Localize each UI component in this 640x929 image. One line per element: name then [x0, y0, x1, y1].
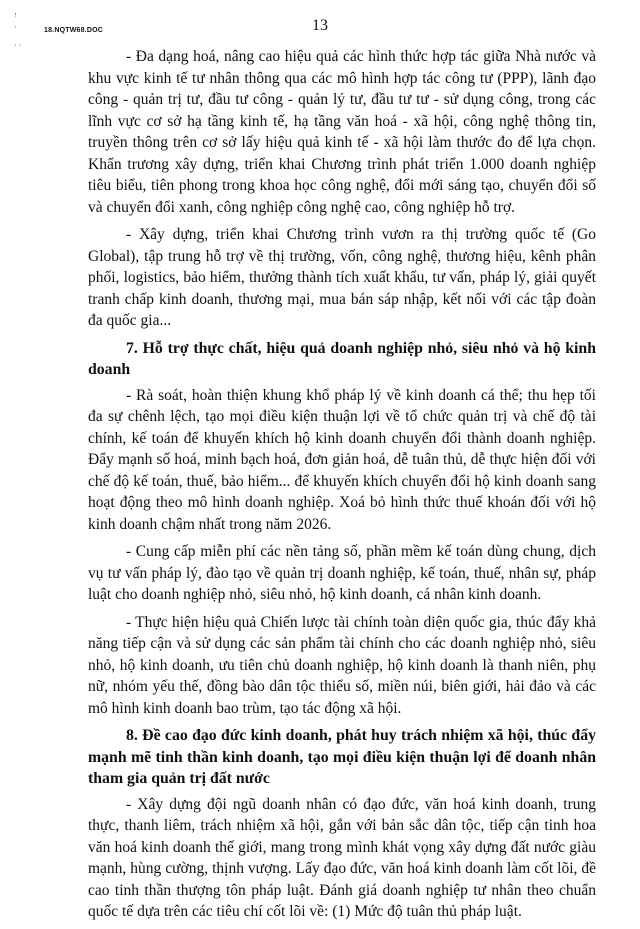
- file-code: 18.NQTW68.DOC: [44, 27, 103, 34]
- scan-artifact: · ·: [14, 41, 22, 50]
- paragraph: - Xây dựng, triển khai Chương trình vươn ra thị trường quốc tế (Go Global), tập trung hỗ trợ về thị trường, vốn, công nghệ, thương hiệu, kênh phân phối, logistics, bảo hiểm, thưởng thành tích xuất khẩu, tư vấn, pháp lý, giải quyết tranh chấp kinh doanh, thương mại, mua bán sáp nhập, kết nối với các tập đoàn đa quốc gia...: [88, 226, 596, 329]
- paragraph: - Cung cấp miễn phí các nền tảng số, phần mềm kế toán dùng chung, dịch vụ tư vấn pháp lý, đào tạo về quản trị doanh nghiệp, kế toán, thuế, nhân sự, pháp luật cho doanh nghiệp nhỏ, siêu nhỏ, hộ kinh doanh, cá nhân kinh doanh.: [88, 543, 596, 603]
- section-heading: 7. Hỗ trợ thực chất, hiệu quả doanh nghiệp nhỏ, siêu nhỏ và hộ kinh doanh: [88, 339, 596, 378]
- scan-artifact: ꜝ: [14, 13, 17, 22]
- page-number: 13: [312, 17, 328, 34]
- paragraph: - Xây dựng đội ngũ doanh nhân có đạo đức, văn hoá kinh doanh, trung thực, thanh liêm, trách nhiệm xã hội, gắn với bản sắc dân tộc, tiếp cận tinh hoa văn hoá kinh doanh thế giới, mang trong mình khát vọng xây dựng đất nước giàu mạnh, hùng cường, thịnh vượng. Lấy đạo đức, văn hoá kinh doanh làm cốt lõi, đề cao tinh thần thượng tôn pháp luật. Đánh giá doanh nghiệp tư nhân theo chuẩn quốc tế dựa trên các tiêu chí cốt lõi về: (1) Mức độ tuân thủ pháp luật.: [88, 795, 596, 920]
- document-body: [88, 46, 596, 929]
- section-heading: 8. Đề cao đạo đức kinh doanh, phát huy trách nhiệm xã hội, thúc đẩy mạnh mẽ tinh thần kinh doanh, tạo mọi điều kiện thuận lợi để doanh nhân tham gia quản trị đất nước: [88, 727, 596, 787]
- paragraph: - Đa dạng hoá, nâng cao hiệu quả các hình thức hợp tác giữa Nhà nước và khu vực kinh tế tư nhân thông qua các mô hình hợp tác công tư (PPP), lãnh đạo công - quản trị tư, đầu tư công - quản lý tư, đầu tư tư - sử dụng công, trong các lĩnh vực cơ sở hạ tầng kinh tế, hạ tầng văn hoá - xã hội, công nghệ thông tin, truyền thông trên cơ sở lấy hiệu quả kinh tế - xã hội làm thước đo để lựa chọn. Khẩn trương xây dựng, triển khai Chương trình phát triển 1.000 doanh nghiệp tiêu biểu, tiên phong trong khoa học công nghệ, đổi mới sáng tạo, chuyển đổi số và chuyển đổi xanh, công nghiệp công nghệ cao, công nghiệp hỗ trợ.: [88, 48, 596, 216]
- paragraph: - Rà soát, hoàn thiện khung khổ pháp lý về kinh doanh cá thể; thu hẹp tối đa sự chênh lệch, tạo mọi điều kiện thuận lợi về tổ chức quản trị và chế độ tài chính, kế toán để khuyến khích hộ kinh doanh chuyển đổi thành doanh nghiệp. Đẩy mạnh số hoá, minh bạch hoá, đơn giản hoá, dễ tuân thủ, dễ thực hiện đối với chế độ kế toán, thuế, bảo hiểm... để khuyến khích chuyển đổi hộ kinh doanh sang hoạt động theo mô hình doanh nghiệp. Xoá bỏ hình thức thuế khoán đối với hộ kinh doanh chậm nhất trong năm 2026.: [88, 386, 596, 533]
- paragraph: - Thực hiện hiệu quả Chiến lược tài chính toàn diện quốc gia, thúc đẩy khả năng tiếp cận và sử dụng các sản phẩm tài chính cho các doanh nghiệp nhỏ, siêu nhỏ, hộ kinh doanh, ưu tiên chủ doanh nghiệp, hộ kinh doanh là thanh niên, phụ nữ, nhóm yếu thế, đồng bào dân tộc thiểu số, miền núi, biên giới, hải đảo và các mô hình kinh doanh bao trùm, tạo tác động xã hội.: [88, 613, 596, 717]
- scan-artifact: ·: [14, 23, 17, 32]
